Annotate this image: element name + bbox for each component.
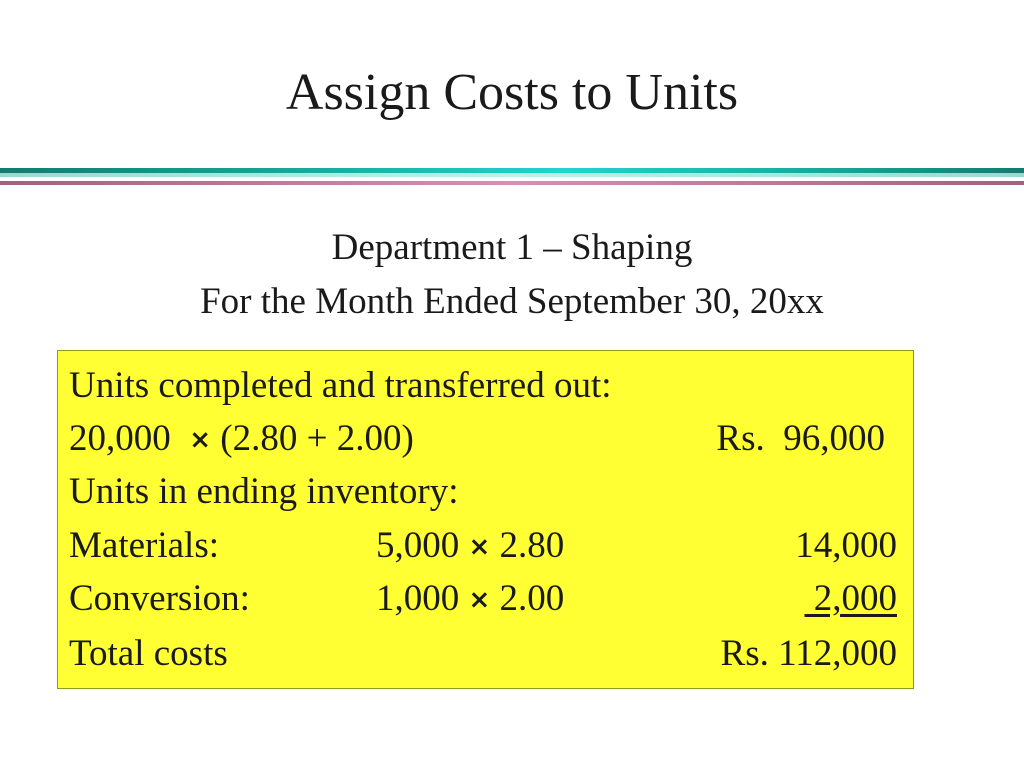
ending-heading-row xyxy=(58,466,913,518)
multiply-symbol: × xyxy=(189,425,212,455)
period-heading: For the Month Ended September 30, 20xx xyxy=(200,281,824,322)
conversion-rate: 2.00 xyxy=(499,578,565,619)
total-amount: Rs. 112,000 xyxy=(720,633,897,674)
ending-inventory-heading: Units in ending inventory: xyxy=(69,471,459,512)
materials-rate: 2.80 xyxy=(499,525,565,566)
conversion-units: 1,000 xyxy=(376,578,460,619)
materials-label: Materials: xyxy=(69,525,220,566)
title-divider-pink xyxy=(0,181,1024,185)
title-divider-teal-light xyxy=(0,173,1024,177)
materials-amount: 14,000 xyxy=(795,525,897,566)
multiply-symbol: × xyxy=(468,532,491,562)
conversion-calculation xyxy=(376,573,564,626)
materials-calculation xyxy=(376,520,564,573)
cost-assignment-box xyxy=(57,350,914,689)
conversion-row xyxy=(58,573,913,625)
multiply-symbol: × xyxy=(468,585,491,615)
completed-amount: Rs. 96,000 xyxy=(716,418,885,459)
completed-heading: Units completed and transferred out: xyxy=(69,365,612,406)
department-heading: Department 1 – Shaping xyxy=(331,227,693,268)
completed-formula: (2.80 + 2.00) xyxy=(220,418,414,459)
total-row xyxy=(58,628,913,680)
completed-calculation-row xyxy=(58,413,913,465)
conversion-label: Conversion: xyxy=(69,578,250,619)
materials-row xyxy=(58,520,913,572)
conversion-amount: 2,000 xyxy=(804,578,897,619)
total-label: Total costs xyxy=(69,633,228,674)
slide-title: Assign Costs to Units xyxy=(285,64,739,121)
completed-units: 20,000 xyxy=(69,418,171,459)
materials-units: 5,000 xyxy=(376,525,460,566)
completed-heading-row xyxy=(58,360,913,412)
completed-calculation xyxy=(69,413,414,466)
